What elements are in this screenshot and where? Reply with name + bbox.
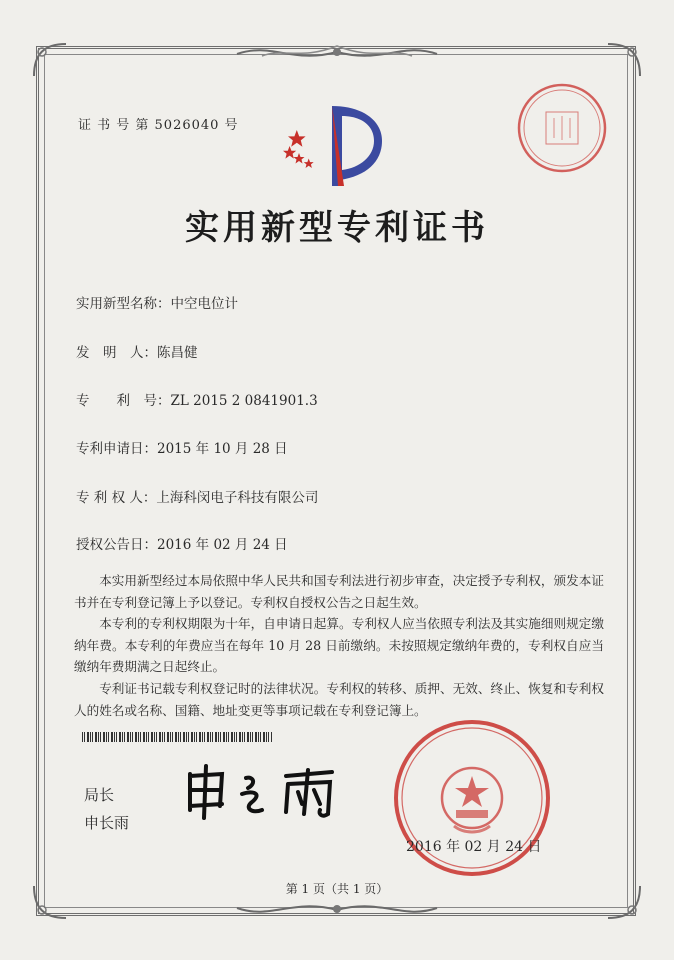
barcode [82, 732, 272, 742]
paragraph-grant: 本实用新型经过本局依照中华人民共和国专利法进行初步审查，决定授予专利权，颁发本证书并在专利登记簿上予以登记。专利权自授权公告之日起生效。 [74, 573, 604, 610]
corner-ornament-top-right [604, 40, 644, 80]
field-patent-number [76, 389, 318, 409]
issue-date: 2016 年 02 月 24 日 [406, 839, 542, 855]
certificate-number: 证 书 号 第 5026040 号 [78, 118, 239, 133]
field-value: ZL 2015 2 0841901.3 [170, 393, 318, 409]
field-patentee [76, 486, 318, 506]
paragraph-legal-status: 专利证书记载专利权登记时的法律状况。专利权的转移、质押、无效、终止、恢复和专利权人的姓名或名称、国籍、地址变更等事项记载在专利登记簿上。 [74, 681, 604, 718]
field-application-date [76, 437, 288, 457]
field-value: 中空电位计 [170, 296, 238, 312]
page-number: 第 1 页（共 1 页） [285, 882, 389, 896]
field-value: 2015 年 10 月 28 日 [157, 441, 288, 457]
corner-ornament-top-left [30, 40, 70, 80]
field-value: 2016 年 02 月 24 日 [157, 537, 288, 553]
field-label: 授权公告日： [76, 537, 157, 553]
field-label: 专 利 权 人： [76, 490, 157, 506]
field-inventor [76, 341, 198, 361]
field-label: 发 明 人： [76, 345, 157, 361]
paragraph-term: 本专利的专利权期限为十年，自申请日起算。专利权人应当依照专利法及其实施细则规定缴纳年费。本专利的年费应当在每年 10 月 28 日前缴纳。未按照规定缴纳年费的，专利权自应当缴纳年费期满之日起终止。 [74, 616, 604, 674]
certificate-title: 实用新型专利证书 [185, 208, 489, 248]
field-value: 陈昌健 [157, 345, 198, 361]
bottom-ornament [232, 896, 442, 922]
field-value: 上海科闵电子科技有限公司 [156, 490, 319, 506]
director-name: 申长雨 [84, 814, 130, 832]
patent-office-logo-icon [282, 96, 382, 192]
field-label: 专 利 号： [76, 393, 171, 409]
director-title: 局长 [84, 786, 115, 804]
field-grant-date [76, 533, 288, 553]
top-ornament [232, 40, 442, 66]
field-label: 专利申请日： [76, 441, 157, 457]
field-utility-model-name [76, 292, 238, 312]
field-label: 实用新型名称： [76, 296, 171, 312]
director-signature [182, 760, 362, 820]
agency-seal-icon [516, 82, 608, 174]
